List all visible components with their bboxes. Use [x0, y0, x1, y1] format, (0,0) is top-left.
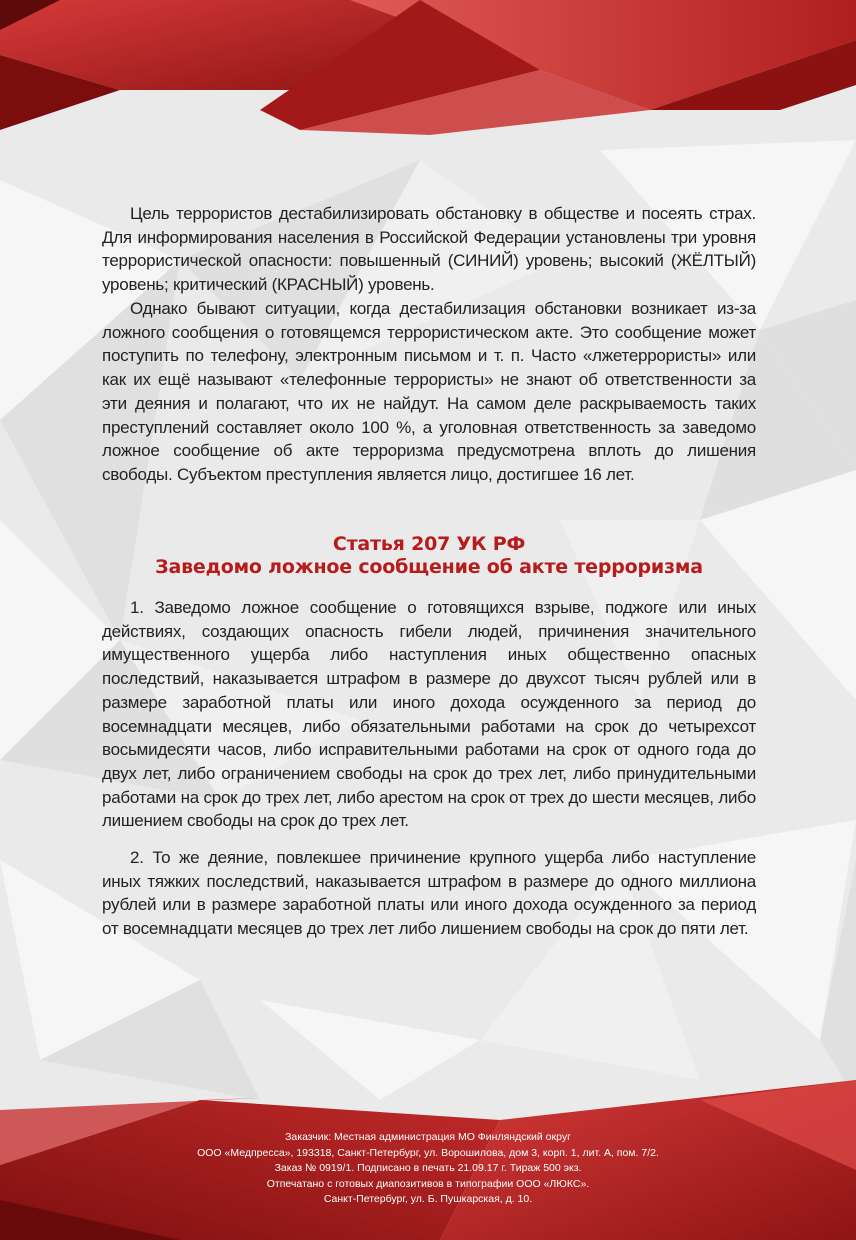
- imprint-customer: Заказчик: Местная администрация МО Финляндский округ: [285, 1131, 571, 1143]
- imprint-publisher: ООО «Медпресса», 193318, Санкт-Петербург, ул. Ворошилова, дом 3, корп. 1, лит. А, пом. 7/2.: [197, 1146, 659, 1159]
- imprint-address: Санкт-Петербург, ул. Б. Пушкарская, д. 10.: [323, 1193, 533, 1205]
- print-imprint: [130, 1130, 726, 1208]
- imprint-order: Заказ № 0919/1. Подписано в печать 21.09.17 г. Тираж 500 экз.: [274, 1162, 582, 1174]
- imprint-printing: Отпечатано с готовых диапозитивов в типографии ООО «ЛЮКС».: [266, 1177, 590, 1190]
- article-item-2: 2. То же деяние, повлекшее причинение крупного ущерба либо наступление иных тяжких последствий, наказывается штрафом в размере до одного миллиона рублей или в размере заработной платы или иного дохода осужденного за период от восемнадцати месяцев до трех лет либо лишением свободы на срок до пяти лет.: [102, 848, 756, 939]
- intro-paragraph: Цель террористов дестабилизировать обстановку в обществе и посеять страх. Для информирования населения в Российской Федерации установлены три уровня террористической опасности: повышенный (СИНИЙ) уровень; высокий (ЖЁЛТЫЙ) уровень; критический (КРАСНЫЙ) уровень.: [102, 204, 756, 295]
- article-item-1: 1. Заведомо ложное сообщение о готовящихся взрыве, поджоге или иных действиях, создающих опасность гибели людей, причинения значительного имущественного ущерба либо наступления иных общественно опасных последствий, наказывается штрафом в размере до двухсот тысяч рублей или в размере заработной платы или иного дохода осужденного за период до восемнадцати месяцев, либо обязательными работами на срок до четырехсот восьмидесяти часов, либо исправительными работами на срок от одного года до двух лет, либо ограничением свободы на срок до трех лет, либо принудительными работами на срок до трех лет, либо арестом на срок от трех до шести месяцев, либо лишением свободы на срок до трех лет.: [102, 598, 756, 831]
- article-title: [102, 533, 756, 579]
- false-report-paragraph: Однако бывают ситуации, когда дестабилизация обстановки возникает из-за ложного сообщения о готовящемся террористическом акте. Это сообщение может поступить по телефону, электронным письмом и т. п. Часто «лжетеррористы» или как их ещё называют «телефонные террористы» не знают об ответственности за эти деяния и полагают, что их не найдут. На самом деле раскрываемость таких преступлений составляет около 100 %, а уголовная ответственность за заведомо ложное сообщение об акте терроризма предусмотрена вплоть до лишения свободы. Субъектом преступления является лицо, достигшее 16 лет.: [102, 299, 756, 484]
- article-title-line2: Заведомо ложное сообщение об акте терроризма: [155, 556, 703, 578]
- article-title-line1: Статья 207 УК РФ: [332, 533, 526, 555]
